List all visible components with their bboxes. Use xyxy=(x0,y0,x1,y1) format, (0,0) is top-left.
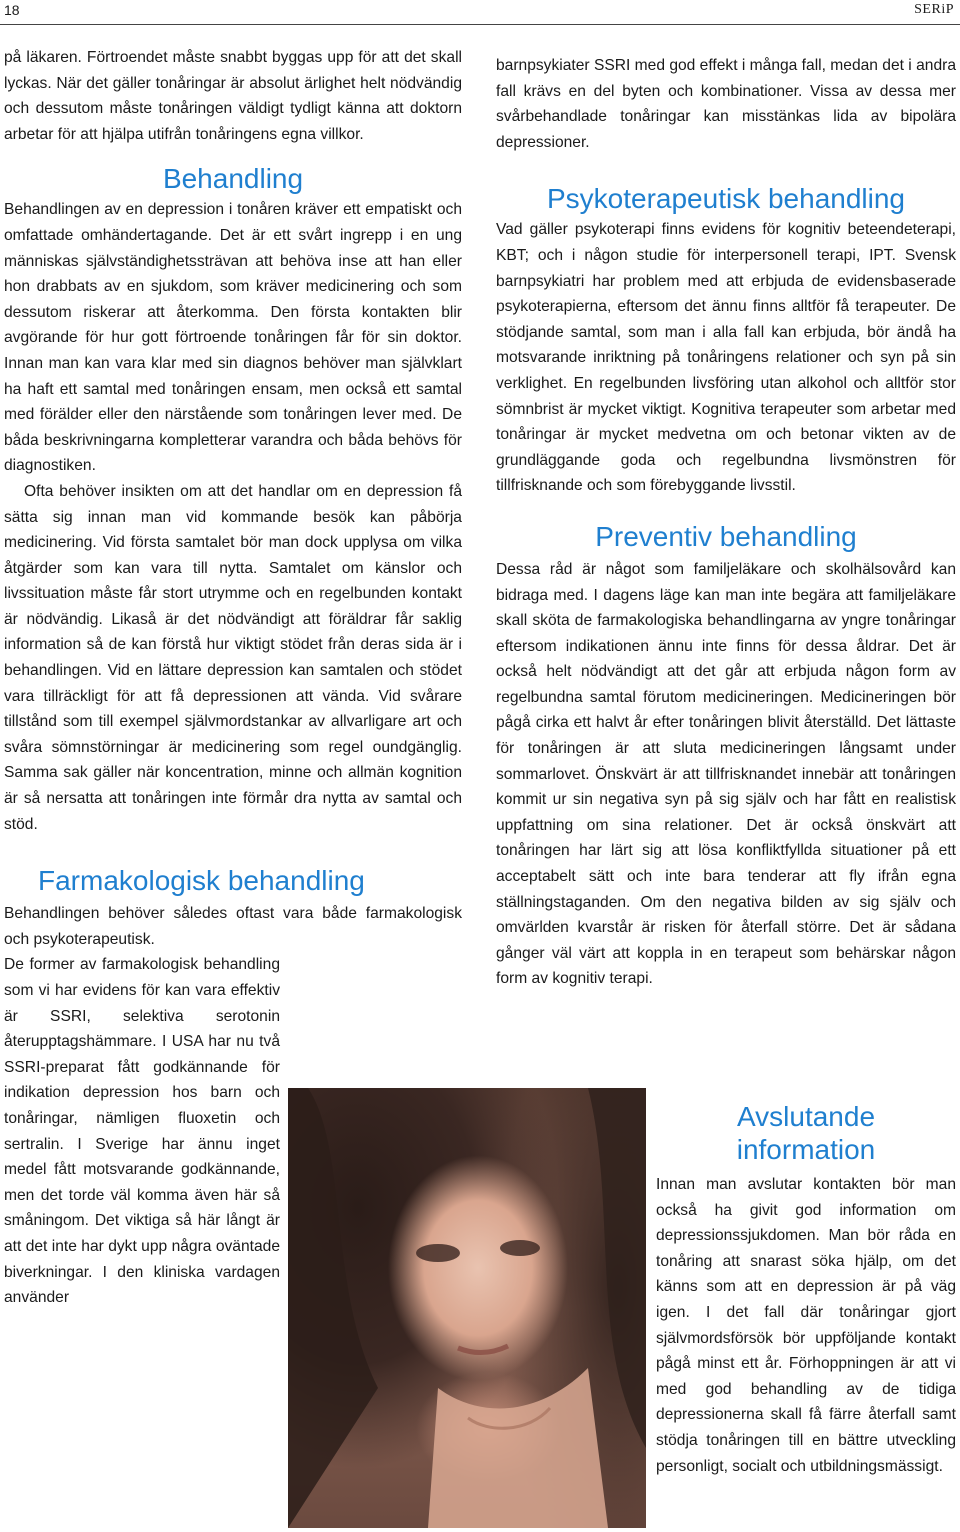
left-intro-paragraph: på läkaren. Förtroendet måste snabbt byggas upp för att det skall lyckas. När det gäller tonåringar är absolut ärlighet helt nödvändig och dessutom måste tonåringen väldigt tydligt känna att doktorn arbetar för att hjälpa utifrån tonåringens egna villkor. xyxy=(4,49,462,143)
avslutande-paragraph: Innan man avslutar kontakten bör man också ha givit god information om depressionssjukdomen. Man bör råda en tonåring att snarast söka hjälp, om det känns som att en depression är på väg igen. I det fall där tonåringar gjort självmordsförsök bör uppföljande kontakt pågå minst ett år. Förhoppningen är att vi med god behandling av de tidiga depressionerna skall få färre återfall samt stödja tonåringen till en bättre utveckling personligt, socialt och utbildningsmässigt. xyxy=(656,1176,956,1475)
avslutande-information-box xyxy=(656,1100,956,1479)
farmakologisk-paragraph-1: Behandlingen behöver således oftast vara både farmakologisk och psykoterapeutisk. xyxy=(4,905,462,948)
behandling-heading: Behandling xyxy=(162,163,304,195)
avslutande-heading xyxy=(656,1100,956,1166)
avslutande-heading-line-2: information xyxy=(736,1134,876,1165)
teenager-photo xyxy=(288,1088,646,1528)
right-intro-paragraph: barnpsykiater SSRI med god effekt i många fall, medan det i andra fall krävs en del byten och kombinationer. Vissa av dessa mer svårbehandlade tonåringar kan misstänkas lida av bipolära depressioner. xyxy=(496,57,956,151)
psykoterapeutisk-paragraph: Vad gäller psykoterapi finns evidens för kognitiv beteendeterapi, KBT; och i någon studie för interpersonell terapi, IPT. Svensk barnpsykiatri har problem med att erbjuda de evidensbaserade psykoterapierna, eftersom det ännu finns alltför få terapeuter. De stödjande samtal, som man i alla fall kan erbjuda, bör ändå ha motsvarande inriktning på tonåringens relationer och syn på sin verklighet. En regelbunden livsföring utan alkohol och alltför stor sömnbrist är mycket viktigt. Kognitiva terapeuter som arbetar med tonåringar är mycket medvetna om och betonar vikten av de grundläggande goda och regelbundna livsmönstren för tillfrisknande och som förebyggande livsstil. xyxy=(496,221,956,495)
page-header xyxy=(0,0,960,25)
page-number: 18 xyxy=(4,2,20,18)
behandling-paragraph-2: Ofta behöver insikten om att det handlar om en depression få sätta sig innan man vid kommande besök kan påbörja medicinering. Vid första samtalet bör man dock upplysa om vilka åtgärder som kan vara till nytta. Samtalet om känslor och livssituation måste får stort utrymme och en regelbunden kontakt är nödvändig. Likaså är det nödvändigt att föräldrar får saklig information så de kan förstå hur viktigt stödet från deras sida är i behandlingen. Vid en lättare depression kan samtalen och stödet vara tillräckligt för att få depressionen att vända. Vid svårare tillstånd som till exempel självmordstankar av allvarligare art och svåra sömnstörningar är medicinering som regel oundgänglig. Samma sak gäller när koncentration, minne och allmän kognition är så nersatta att tonåringen inte förmår dra nytta av samtal och stöd. xyxy=(4,482,462,833)
right-column xyxy=(496,53,956,992)
preventiv-paragraph: Dessa råd är något som familjeläkare och skolhälsovård kan bidraga med. I dagens läge kan man inte begära att familjeläkare skall sköta de farmakologiska behandlingarna av yngre tonåringar eftersom indikationen ännu inte finns för dessa åldrar. Det är också helt nödvändigt att det går att erbjuda någon form av regelbundna samtal förutom medicineringen. Medicineringen bör pågå cirka ett halvt år efter tonåringen blivit återställd. Det lättaste för tonåringen är att sluta medicineringen långsamt under sommarlovet. Önskvärt är att tillfrisknandet innebär att tonåringen kommit ur sin negativa syn på sig själv och har fått en realistisk uppfattning om sina relationer. Det är också önskvärt att tonåringen har lärt sig att lösa konfliktfyllda situationer på ett acceptabelt sätt och inte bara tenderar att fly ifrån egna ställningstaganden. Om den negativa bilden av sig själv och omvärlden kvarstår är risken för återfall större. Det är sådana gånger väl värt att koppla in en terapeut som behärskar någon form av kognitiv terapi. xyxy=(496,560,956,988)
farmakologisk-paragraph-2: De former av farmakologisk behandling som vi har evidens för kan vara effektiv är SSRI, selektiva serotonin återupptagshämmare. I USA har nu två SSRI-preparat fått godkännande för indikation depression hos barn och tonåringar, nämligen fluoxetin och sertralin. I Sverige har ännu inget medel fått motsvarande godkännande, men det torde väl komma även här så småningom. Det viktiga så här långt är att det inte har dykt upp några oväntade biverkningar. I den kliniska vardagen använder xyxy=(4,956,280,1307)
preventiv-heading: Preventiv behandling xyxy=(595,520,857,552)
farmakologisk-heading: Farmakologisk behandling xyxy=(38,865,365,897)
journal-name: SERiP xyxy=(914,2,954,17)
photo-illustration xyxy=(288,1088,646,1528)
avslutande-heading-line-1: Avslutande xyxy=(736,1101,876,1132)
behandling-paragraph-1: Behandlingen av en depression i tonåren kräver ett empatiskt och omfattade omhändertagande. Det är ett svårt ingrepp i en ung människas självständighetssträvan att behöva inse att han eller hon drabbats av en sjukdom, som kräver medicinering och som dessutom riskerar att återkomma. Den första kontakten blir avgörande för hur gott förtroende tonåringen får för sin doktor. Innan man kan vara klar med sin diagnos behöver man självklart ha haft ett samtal med tonåringen ensam, men också ett samtal med förälder eller den närstående som tonåringen lever med. De båda beskrivningarna kompletterar varandra och båda behövs för diagnostiken. xyxy=(4,201,462,475)
psykoterapeutisk-heading: Psykoterapeutisk behandling xyxy=(546,183,905,215)
